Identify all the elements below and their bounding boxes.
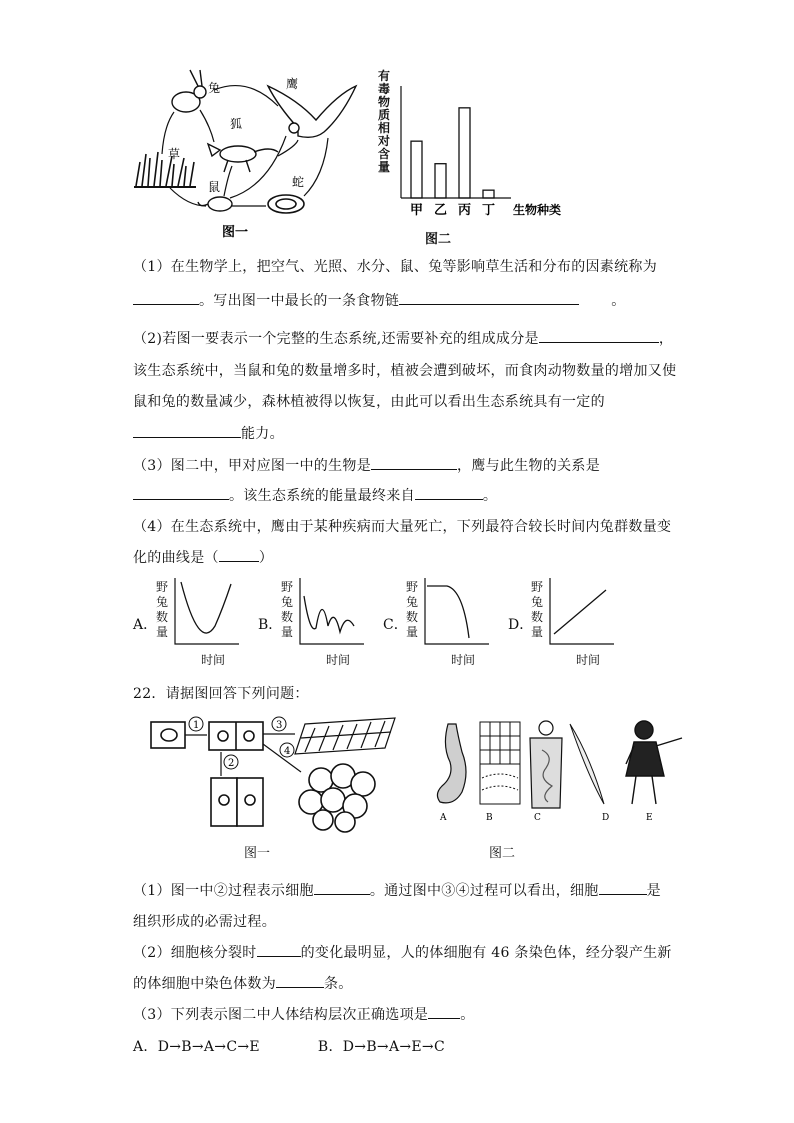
- ylabel-char: 兔: [406, 595, 419, 609]
- ylabel-char: 数: [406, 610, 419, 624]
- answer-blank[interactable]: [133, 290, 199, 305]
- q21-p1-end: 。: [611, 293, 626, 309]
- step-2: 2: [228, 758, 235, 769]
- step-1: 1: [193, 720, 200, 731]
- answer-blank[interactable]: [314, 880, 370, 895]
- grass-label: 草: [168, 147, 181, 161]
- grass-icon: [134, 152, 196, 187]
- ylabel-char: 有: [378, 69, 391, 83]
- ylabel-char: 相: [378, 121, 391, 135]
- toxin-bar-chart: [395, 80, 565, 220]
- q21-p4-text2: 化的曲线是（: [133, 550, 219, 566]
- q21-p4-end: ）: [258, 550, 274, 566]
- body-levels-figure: [420, 716, 690, 828]
- answer-blank[interactable]: [399, 290, 579, 305]
- bar-label-1: 乙: [434, 203, 448, 218]
- mouse-label: 鼠: [208, 180, 221, 194]
- q22-p1-text4: 组织形成的必需过程。: [133, 914, 276, 930]
- q21-part3-line2: [133, 485, 497, 505]
- letter-e: E: [646, 813, 653, 823]
- q21-part4-line2: [133, 547, 273, 567]
- ylabel-char: 量: [281, 625, 294, 639]
- figure-letters: [439, 813, 653, 823]
- option-curve: [427, 586, 469, 638]
- q22-part2-line1: [133, 942, 672, 962]
- q21-part2-line4: [133, 423, 284, 443]
- q22-part2-line2: [133, 973, 353, 993]
- snake-icon: [268, 195, 304, 213]
- ylabel-char: 野: [406, 580, 419, 594]
- q22-p1-text3: 是: [646, 883, 661, 899]
- q22-p2-text3: 的体细胞中染色体数为: [133, 976, 276, 992]
- q21-p3-text2: ，鹰与此生物的关系是: [457, 458, 601, 474]
- hawk-label: 鹰: [286, 77, 299, 91]
- option-chart-0[interactable]: [133, 578, 253, 670]
- chart-xlabel: 生物种类: [513, 203, 562, 217]
- stomach-icon: [437, 724, 466, 803]
- round-cells-icon: [299, 764, 375, 832]
- answer-blank[interactable]: [133, 423, 241, 438]
- cell-icon: [570, 724, 604, 804]
- option-plot: [423, 578, 493, 650]
- answer-blank[interactable]: [539, 328, 659, 343]
- q21-p3-end: 。: [482, 488, 498, 504]
- human-icon: [626, 721, 682, 804]
- option-plot: [173, 578, 243, 650]
- option-xlabel: 时间: [326, 653, 351, 667]
- q21-part2-line2: [133, 360, 676, 380]
- ylabel-char: 质: [378, 108, 391, 122]
- q21-part1-line2: [133, 290, 626, 310]
- rabbit-icon: [172, 70, 206, 112]
- rabbit-label: 兔: [208, 81, 221, 95]
- ylabel-char: 野: [281, 580, 294, 594]
- q21-p4-text: （4）在生态系统中，鹰由于某种疾病而大量死亡，下列最符合较长时间内兔群数量变: [133, 519, 672, 535]
- option-ylabel: [406, 580, 418, 640]
- q21-p2-text2: 该生态系统中，当鼠和兔的数量增多时，植被会遭到破坏，而食肉动物数量的增加又使: [133, 363, 677, 379]
- ylabel-char: 对: [378, 134, 391, 148]
- q22-p2-text: （2）细胞核分裂时: [133, 945, 257, 961]
- option-curve: [304, 596, 354, 632]
- chart-ylabel: [378, 70, 392, 174]
- letter-c: C: [534, 813, 541, 823]
- ylabel-char: 量: [531, 625, 544, 639]
- ylabel-char: 兔: [281, 595, 294, 609]
- option-plot: [548, 578, 618, 650]
- bar-2: [459, 108, 470, 198]
- single-cell-icon: [151, 722, 185, 748]
- q22-part1-line1: [133, 880, 661, 900]
- answer-blank[interactable]: [428, 1004, 460, 1019]
- q22-part1-line2: [133, 911, 276, 931]
- q22-title: 22．请据图回答下列问题：: [133, 686, 309, 702]
- fox-icon: [208, 144, 278, 172]
- ylabel-char: 兔: [531, 595, 544, 609]
- answer-blank[interactable]: [133, 485, 229, 500]
- ylabel-char: 量: [156, 625, 169, 639]
- q21-part4-line1: [133, 516, 671, 536]
- ylabel-char: 野: [531, 580, 544, 594]
- option-letter: C．: [383, 617, 408, 633]
- q22-fig1-caption: 图一: [244, 846, 271, 861]
- q21-part3-line1: [133, 455, 600, 475]
- option-ylabel: [156, 580, 168, 640]
- q21-p3-text: （3）图二中，甲对应图一中的生物是: [133, 458, 372, 474]
- option-chart-3[interactable]: [508, 578, 628, 670]
- ylabel-char: 数: [531, 610, 544, 624]
- bar-label-3: 丁: [482, 203, 496, 218]
- q22-p3-end: 。: [460, 1007, 475, 1023]
- ylabel-char: 数: [281, 610, 294, 624]
- letter-a: A: [440, 813, 447, 823]
- answer-blank[interactable]: [257, 942, 301, 957]
- answer-blank[interactable]: [599, 880, 647, 895]
- q22-p2-text4: 条。: [324, 976, 353, 992]
- option-a[interactable]: A．D→B→A→C→E: [133, 1039, 260, 1055]
- fig2-caption: 图二: [425, 232, 452, 247]
- mouse-icon: [198, 197, 232, 211]
- q21-part2-line3: [133, 391, 605, 411]
- letter-b: B: [486, 813, 493, 823]
- hawk-icon: [268, 86, 356, 137]
- option-axes: [300, 578, 364, 644]
- fox-label: 狐: [230, 117, 243, 131]
- bar-1: [435, 164, 446, 198]
- option-plot: [298, 578, 368, 650]
- q22-fig2-caption: 图二: [489, 846, 516, 861]
- tissue-icon: [480, 722, 520, 804]
- option-curve: [554, 590, 606, 634]
- fig1-caption: 图一: [222, 225, 249, 240]
- elongated-cells-icon: [211, 778, 263, 826]
- bar-label-0: 甲: [410, 203, 424, 218]
- option-xlabel: 时间: [451, 653, 476, 667]
- option-letter: B．: [258, 617, 283, 633]
- answer-blank[interactable]: [219, 547, 259, 562]
- bar-3: [483, 190, 494, 198]
- option-b[interactable]: B．D→B→A→E→C: [317, 1039, 445, 1055]
- q21-p2-text4: 能力。: [241, 426, 284, 442]
- q22-p3-text: （3）下列表示图二中人体结构层次正确选项是: [133, 1007, 429, 1023]
- ylabel-char: 量: [378, 160, 391, 174]
- letter-d: D: [602, 813, 610, 823]
- option-letter: D．: [508, 617, 534, 633]
- option-xlabel: 时间: [201, 653, 226, 667]
- q22-p1-text: （1）图一中②过程表示细胞: [133, 883, 314, 899]
- q21-p3-text3: 。该生态系统的能量最终来自: [229, 488, 415, 504]
- cell-sheet-icon: [295, 718, 395, 754]
- answer-blank[interactable]: [415, 485, 483, 500]
- ylabel-char: 数: [156, 610, 169, 624]
- ylabel-char: 野: [156, 580, 169, 594]
- q21-p1-text2: 。写出图一中最长的一条食物链: [199, 293, 400, 309]
- step-4: 4: [284, 746, 291, 757]
- option-xlabel: 时间: [576, 653, 601, 667]
- ylabel-char: 兔: [156, 595, 169, 609]
- option-chart-1[interactable]: [258, 578, 378, 670]
- option-ylabel: [531, 580, 543, 640]
- ylabel-char: 物: [378, 95, 391, 109]
- answer-blank[interactable]: [371, 455, 457, 470]
- answer-blank[interactable]: [276, 973, 324, 988]
- two-cells-icon: [209, 722, 263, 750]
- snake-label: 蛇: [292, 175, 305, 189]
- ylabel-char: 含: [378, 147, 391, 161]
- q22-part3-line1: [133, 1004, 475, 1024]
- cell-division-figure: [145, 714, 400, 834]
- q21-part1-line1: [133, 256, 657, 276]
- q22-p1-text2: 。通过图中③④过程可以看出，细胞: [369, 883, 599, 899]
- option-letter: A．: [133, 617, 158, 633]
- q22-p2-text2: 的变化最明显，人的体细胞有 46 条染色体，经分裂产生新: [300, 945, 672, 961]
- option-axes: [425, 578, 489, 644]
- q22-options: [133, 1036, 445, 1056]
- bar-label-2: 丙: [458, 203, 472, 218]
- digestive-system-icon: [530, 721, 562, 808]
- q21-p2-text3: 鼠和兔的数量减少，森林植被得以恢复，由此可以看出生态系统具有一定的: [133, 394, 605, 410]
- q21-p2-text: （2)若图一要表示一个完整的生态系统,还需要补充的组成成分是: [133, 331, 539, 347]
- q21-p1-text: （1）在生物学上，把空气、光照、水分、鼠、兔等影响草生活和分布的因素统称为: [133, 259, 658, 275]
- ylabel-char: 毒: [378, 82, 391, 96]
- q21-part2-line1: [133, 328, 673, 348]
- option-ylabel: [281, 580, 293, 640]
- q21-p2-comma: ，: [658, 331, 674, 347]
- bar-0: [411, 141, 422, 198]
- ylabel-char: 量: [406, 625, 419, 639]
- option-curve: [181, 582, 231, 633]
- food-web-figure: [128, 66, 368, 240]
- option-chart-2[interactable]: [383, 578, 503, 670]
- step-3: 3: [276, 720, 283, 731]
